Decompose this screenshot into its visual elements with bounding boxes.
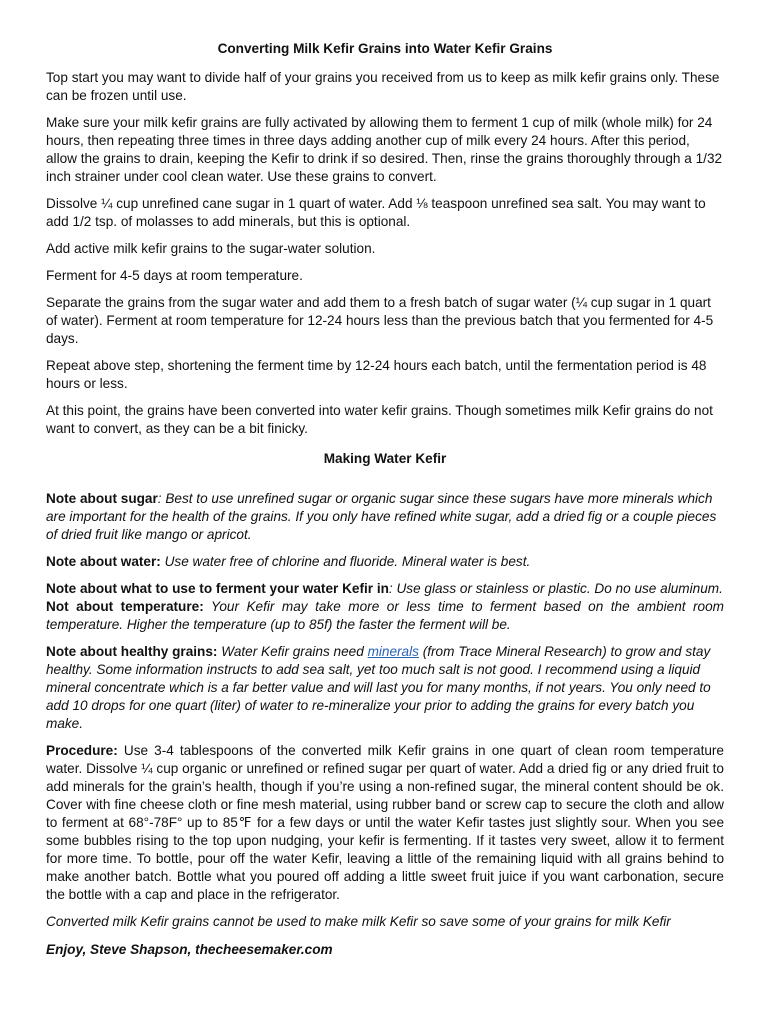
section-heading: Making Water Kefir [323,451,447,466]
note-sugar [46,490,724,544]
dissolve-paragraph: Dissolve ¼ cup unrefined cane sugar in 1 quart of water. Add ⅛ teaspoon unrefined sea salt. You may want to add 1/2 tsp. of molasses to add minerals, but this is optional. [46,196,706,229]
note-water-label: Note about water: [46,554,161,569]
note-ferment-label: Note about what to use to ferment your water Kefir in [46,581,389,596]
note-water [46,553,724,571]
closing-note: Converted milk Kefir grains cannot be used to make milk Kefir so save some of your grains for milk Kefir [46,914,671,929]
note-healthy-grains [46,643,724,733]
note-water-text: Use water free of chlorine and fluoride. Mineral water is best. [160,554,531,569]
intro-paragraph: Top start you may want to divide half of your grains you received from us to keep as milk kefir grains only. These can be frozen until use. [46,70,720,103]
note-temperature-text: Your Kefir may take more or less time to ferment based on the ambient room temperature. Higher the temperature (up to 85f) the faster the ferment will be. [46,599,725,632]
note-grains-text-2: (from Trace Mineral Research) to grow and stay healthy. Some information instructs to add sea salt, yet too much salt is not good. I recommend using a liquid mineral concentrate which is a far better value and will last you for many months, if not years. You only need to add 10 drops for one quart (liter) of water to re-mineralize your prior to adding the grains for every batch you make. [46,644,711,731]
note-temperature [46,598,724,634]
procedure-label: Procedure: [46,743,118,758]
note-sugar-label: Note about sugar [46,491,158,506]
add-grains-paragraph: Add active milk kefir grains to the sugar-water solution. [46,241,376,256]
note-ferment-vessel [46,580,724,598]
note-grains-label: Note about healthy grains: [46,644,218,659]
signature: Enjoy, Steve Shapson, thecheesemaker.com [46,942,333,957]
note-grains-text-1: Water Kefir grains need [217,644,368,659]
separate-paragraph: Separate the grains from the sugar water and add them to a fresh batch of sugar water (¼ cup sugar in 1 quart of water). Ferment at room temperature for 12-24 hours less than the previous batch that you fermented for 4-5 days. [46,295,714,346]
repeat-paragraph: Repeat above step, shortening the ferment time by 12-24 hours each batch, until the fermentation period is 48 hours or less. [46,358,707,391]
procedure-text: Use 3-4 tablespoons of the converted milk Kefir grains in one quart of clean room temperature water. Dissolve ¼ cup organic or unrefined or refined sugar per quart of water. Add a dried fig or any dried fruit to add minerals for the grain’s health, though if you’re using a non-refined sugar, the mineral content should be ok. Cover with fine cheese cloth or fine mesh material, using rubber band or screw cap to secure the cloth and allow to ferment at 68°-78F° up to 85℉ for a few days or until the water Kefir tastes just slightly sour. When you see some bubbles rising to the top upon nudging, your kefir is fermenting. If it tastes very sweet, allow it to ferment for more time. To bottle, pour off the water Kefir, leaving a little of the remaining liquid with all grains behind to make another batch. Bottle what you poured off adding a little sweet fruit juice if you want carbonation, secure the bottle with a cap and place in the refrigerator. [46,743,724,902]
procedure-paragraph [46,742,724,904]
activation-paragraph: Make sure your milk kefir grains are fully activated by allowing them to ferment 1 cup of milk (whole milk) for 24 hours, then repeating three times in three days adding another cup of milk every 24 hours. After this period, allow the grains to drain, keeping the Kefir to drink if so desired. Then, rinse the grains thoroughly through a 1/32 inch strainer under cool clean water. Use these grains to convert. [46,115,723,184]
converted-paragraph: At this point, the grains have been converted into water kefir grains. Though sometimes milk Kefir grains do not want to convert, as they can be a bit finicky. [46,403,713,436]
ferment-paragraph: Ferment for 4-5 days at room temperature. [46,268,303,283]
note-ferment-text: : Use glass or stainless or plastic. Do no use aluminum. [388,581,723,596]
document-title: Converting Milk Kefir Grains into Water Kefir Grains [217,41,553,56]
minerals-link[interactable]: minerals [367,644,419,659]
note-sugar-text: : Best to use unrefined sugar or organic sugar since these sugars have more minerals which are important for the health of the grains. If you only have refined white sugar, add a dried fig or a couple pieces of dried fruit like mango or apricot. [46,491,717,542]
note-temperature-label: Not about temperature: [46,599,204,614]
